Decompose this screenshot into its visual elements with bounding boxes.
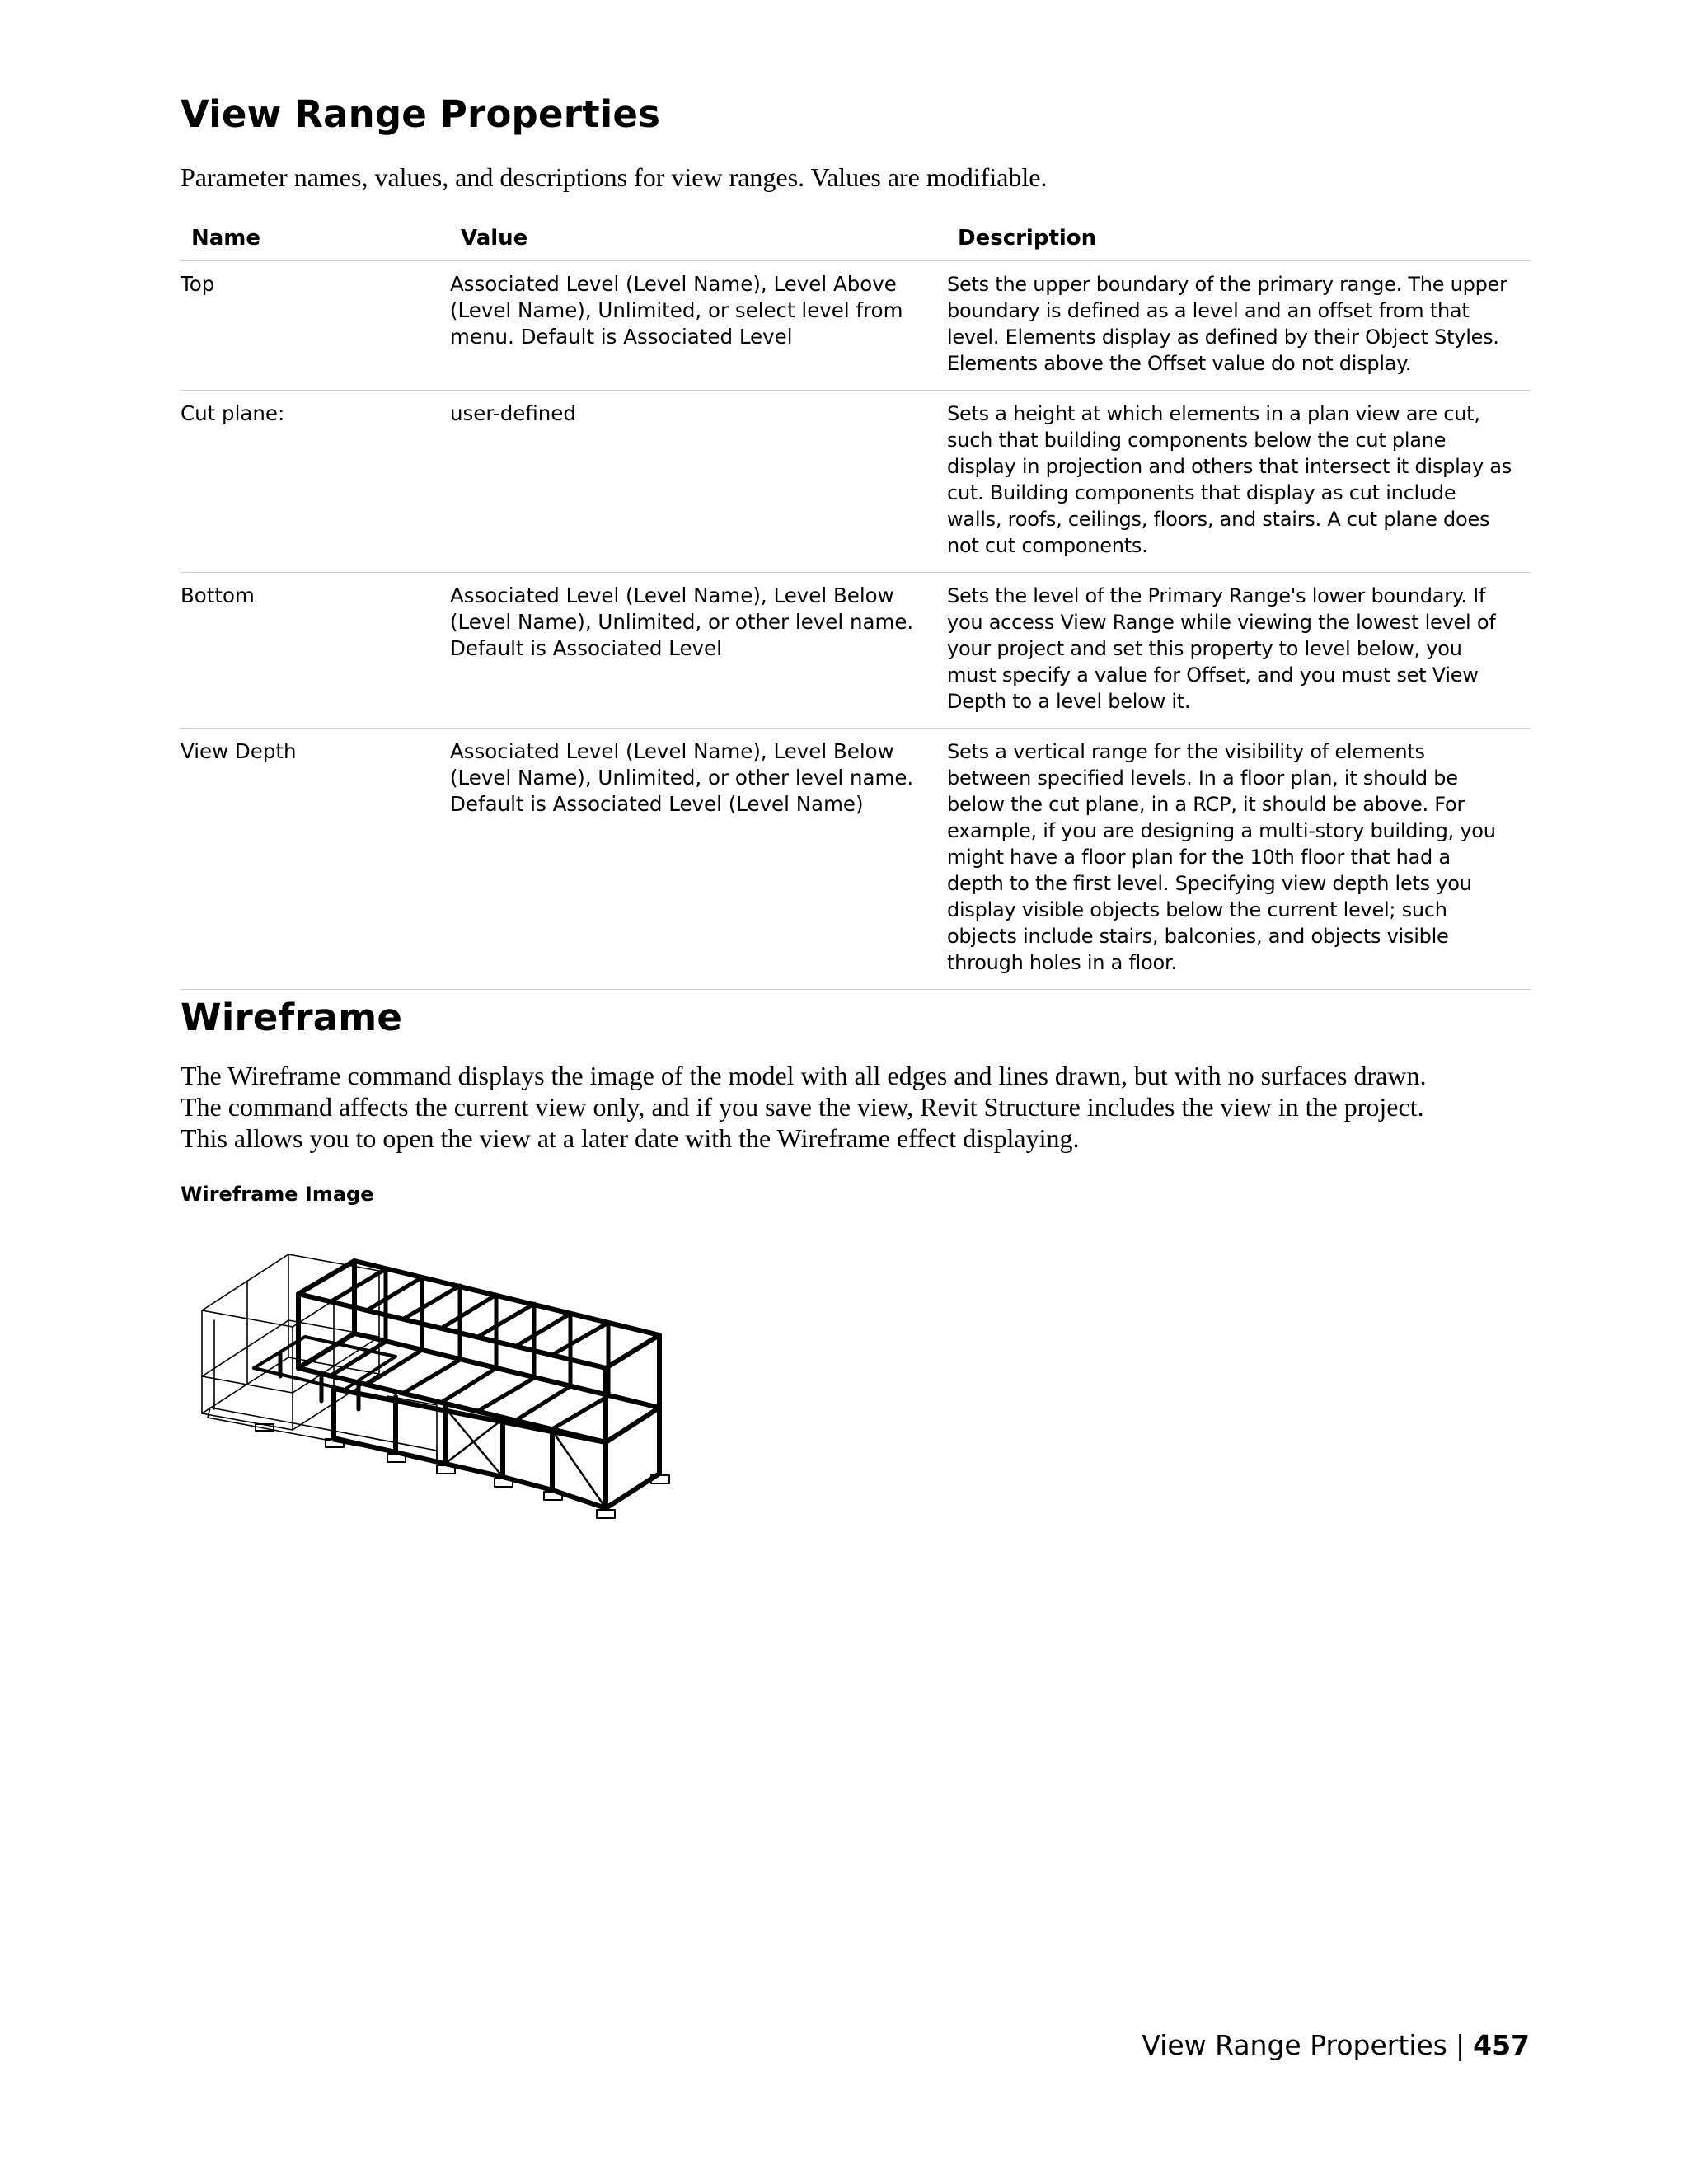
wireframe-intro-line: The command affects the current view only, and if you save the view, Revit Structure includes the view in the project. — [181, 1092, 1424, 1122]
row-name: Top — [181, 261, 450, 391]
section-title-wireframe: Wireframe — [181, 996, 403, 1039]
row-name: Cut plane: — [181, 391, 450, 573]
row-description: Sets a vertical range for the visibility of elements between specified levels. In a floor plan, it should be below the cut plane, in a RCP, it should be above. For example, if you are designing a multi-story building, you might have a floor plan for the 10th floor that had a depth to the first level. Specifying view depth lets you display visible objects below the current level; such objects include stairs, balconies, and objects visible through holes in a floor. — [947, 729, 1531, 990]
row-name: View Depth — [181, 729, 450, 990]
footer-separator: | — [1455, 2029, 1465, 2061]
table-row — [181, 261, 1531, 391]
header-value: Value — [450, 216, 947, 261]
header-name: Name — [181, 216, 450, 261]
wireframe-intro-line: The Wireframe command displays the image of the model with all edges and lines drawn, but with no surfaces drawn. — [181, 1061, 1427, 1090]
wireframe-intro-line: This allows you to open the view at a later date with the Wireframe effect displaying. — [181, 1123, 1080, 1153]
view-range-intro: Parameter names, values, and descriptions for view ranges. Values are modifiable. — [181, 162, 1048, 192]
view-range-table — [181, 216, 1531, 990]
footer-section-name: View Range Properties — [1142, 2029, 1447, 2061]
wireframe-intro — [181, 1060, 1540, 1154]
steel-beams — [330, 1269, 608, 1429]
table-header-row — [181, 216, 1531, 261]
header-description: Description — [947, 216, 1531, 261]
section-title-view-range: View Range Properties — [181, 92, 661, 136]
row-name: Bottom — [181, 573, 450, 729]
table-row — [181, 573, 1531, 729]
row-description: Sets the level of the Primary Range's lower boundary. If you access View Range while viewing the lowest level of your project and set this property to level below, you must specify a value for Offset, and you must set View Depth to a level below it. — [947, 573, 1531, 729]
wireframe-building-image — [190, 1244, 816, 1607]
row-value: Associated Level (Level Name), Level Below (Level Name), Unlimited, or other level name. Default is Associated Level — [450, 573, 947, 729]
row-description: Sets the upper boundary of the primary range. The upper boundary is defined as a level and an offset from that level. Elements display as defined by their Object Styles. Elements above the Offset value do not display. — [947, 261, 1531, 391]
row-description: Sets a height at which elements in a plan view are cut, such that building components below the cut plane display in projection and others that intersect it display as cut. Building components that display as cut include walls, roofs, ceilings, floors, and stairs. A cut plane does not cut components. — [947, 391, 1531, 573]
page-footer — [1071, 2029, 1530, 2061]
row-value: Associated Level (Level Name), Level Below (Level Name), Unlimited, or other level name. Default is Associated Level (Level Name) — [450, 729, 947, 990]
table-row — [181, 729, 1531, 990]
page-number: 457 — [1473, 2029, 1530, 2061]
figure-caption: Wireframe Image — [181, 1183, 374, 1206]
table-row — [181, 391, 1531, 573]
row-value: user-defined — [450, 391, 947, 573]
row-value: Associated Level (Level Name), Level Above (Level Name), Unlimited, or select level from menu. Default is Associated Level — [450, 261, 947, 391]
